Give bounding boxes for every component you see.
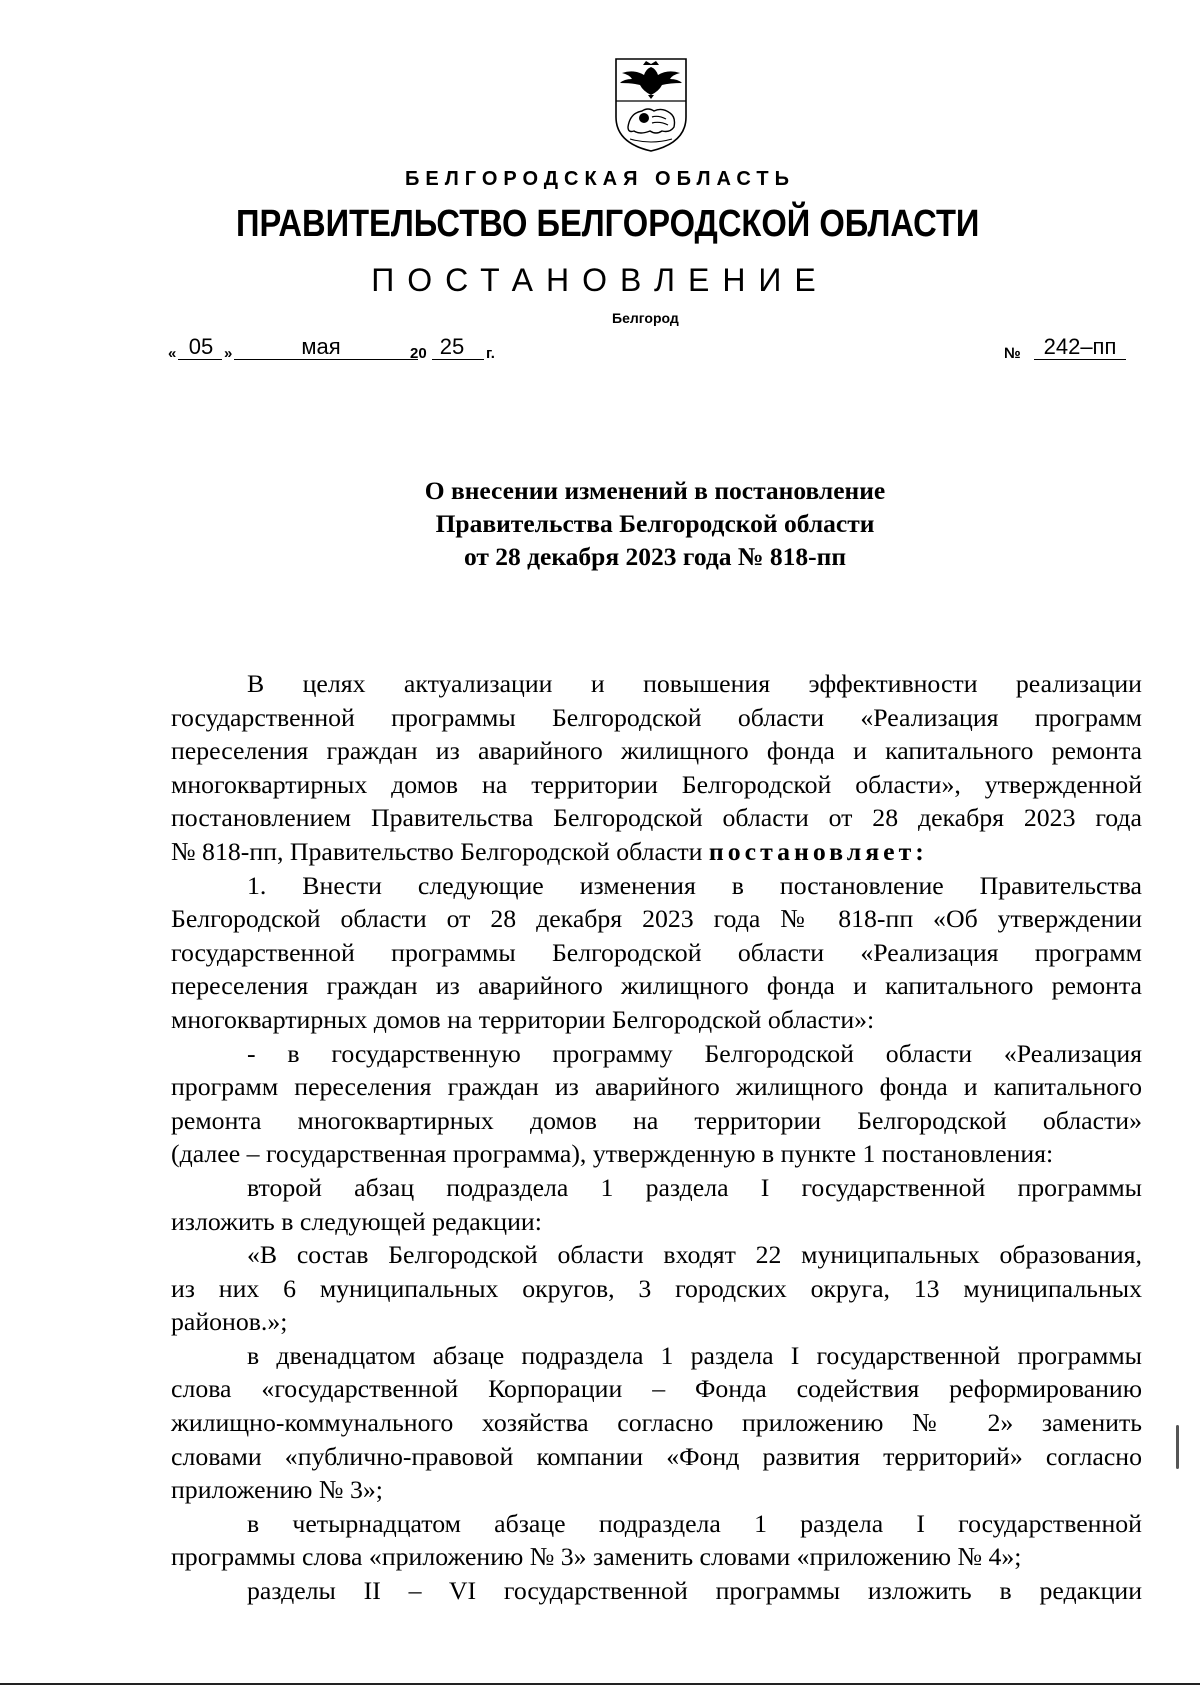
scan-edge-line: [0, 1683, 1200, 1685]
document-title: [0, 474, 1200, 573]
body-line: второй абзац подраздела 1 раздела I государственной программы: [247, 1172, 1142, 1202]
date-close-quote: »: [224, 345, 233, 362]
body-line: [171, 835, 1142, 869]
body-line: жилищно-коммунального хозяйства согласно приложению № 2» заменить: [171, 1408, 1142, 1438]
doc-number-label: №: [1004, 345, 1021, 362]
region-name: БЕЛГОРОДСКАЯ ОБЛАСТЬ: [405, 168, 795, 190]
body-line: разделы II – VI государственной программы изложить в редакции: [247, 1576, 1142, 1606]
date-month: мая: [301, 334, 341, 359]
resolves-keyword: постановляет:: [708, 836, 928, 866]
date-year-prefix: 20: [410, 345, 427, 362]
doc-number: 242–пп: [1043, 334, 1117, 359]
body-line: государственной программы Белгородской области «Реализация программ: [171, 702, 1142, 732]
body-line: - в государственную программу Белгородской области «Реализация: [247, 1038, 1142, 1068]
document-type: ПОСТАНОВЛЕНИЕ: [371, 262, 829, 298]
coat-of-arms-emblem: [610, 55, 692, 153]
city-name: Белгород: [612, 310, 679, 326]
date-day: 05: [188, 334, 214, 359]
body-line: государственной программы Белгородской области «Реализация программ: [171, 937, 1142, 967]
body-line: 1. Внести следующие изменения в постановление Правительства: [247, 870, 1142, 900]
body-line: в четырнадцатом абзаце подраздела 1 раздела I государственной: [247, 1508, 1142, 1538]
date-year-mark: г.: [486, 345, 495, 362]
title-line: от 28 декабря 2023 года № 818-пп: [463, 542, 847, 571]
dateline: [168, 332, 1128, 362]
body-line: постановлением Правительства Белгородской области от 28 декабря 2023 года: [171, 803, 1142, 833]
body-line: Белгородской области от 28 декабря 2023 года № 818-пп «Об утверждении: [171, 904, 1142, 934]
body-line: программы слова «приложению № 3» заменить словами «приложению № 4»;: [171, 1542, 1022, 1572]
body-line: ремонта многоквартирных домов на территории Белгородской области»: [171, 1105, 1142, 1135]
date-open-quote: «: [168, 345, 177, 362]
title-line: О внесении изменений в постановление: [424, 476, 886, 505]
body-line: переселения граждан из аварийного жилищного фонда и капитального ремонта: [171, 971, 1142, 1001]
body-line: переселения граждан из аварийного жилищного фонда и капитального ремонта: [171, 736, 1142, 766]
government-name: ПРАВИТЕЛЬСТВО БЕЛГОРОДСКОЙ ОБЛАСТИ: [235, 203, 980, 245]
body-line: (далее – государственная программа), утвержденную в пункте 1 постановления:: [171, 1139, 1054, 1169]
body-line: из них 6 муниципальных округов, 3 городских округа, 13 муниципальных: [171, 1273, 1142, 1303]
body-text: № 818-пп, Правительство Белгородской области: [171, 836, 703, 866]
body-line: программ переселения граждан из аварийного жилищного фонда и капитального: [171, 1072, 1142, 1102]
body-line: В целях актуализации и повышения эффективности реализации: [247, 669, 1142, 698]
body-line: «В состав Белгородской области входят 22 муниципальных образования,: [247, 1240, 1142, 1270]
body-line: приложению № 3»;: [171, 1475, 383, 1505]
body-line: районов.»;: [171, 1307, 288, 1337]
body-line: многоквартирных домов на территории Белгородской области», утвержденной: [171, 769, 1142, 799]
body-line: словами «публично-правовой компании «Фонд развития территорий» согласно: [171, 1441, 1142, 1471]
title-line: Правительства Белгородской области: [435, 509, 875, 538]
body-line: многоквартирных домов на территории Белгородской области»:: [171, 1004, 875, 1034]
scan-artifact: [1176, 1425, 1179, 1469]
body-line: изложить в следующей редакции:: [171, 1206, 542, 1236]
body-line: в двенадцатом абзаце подраздела 1 раздела I государственной программы: [247, 1340, 1142, 1370]
document-body: [171, 667, 1142, 1608]
body-line: слова «государственной Корпорации – Фонда содействия реформированию: [171, 1374, 1142, 1404]
date-year-suffix: 25: [439, 334, 465, 359]
